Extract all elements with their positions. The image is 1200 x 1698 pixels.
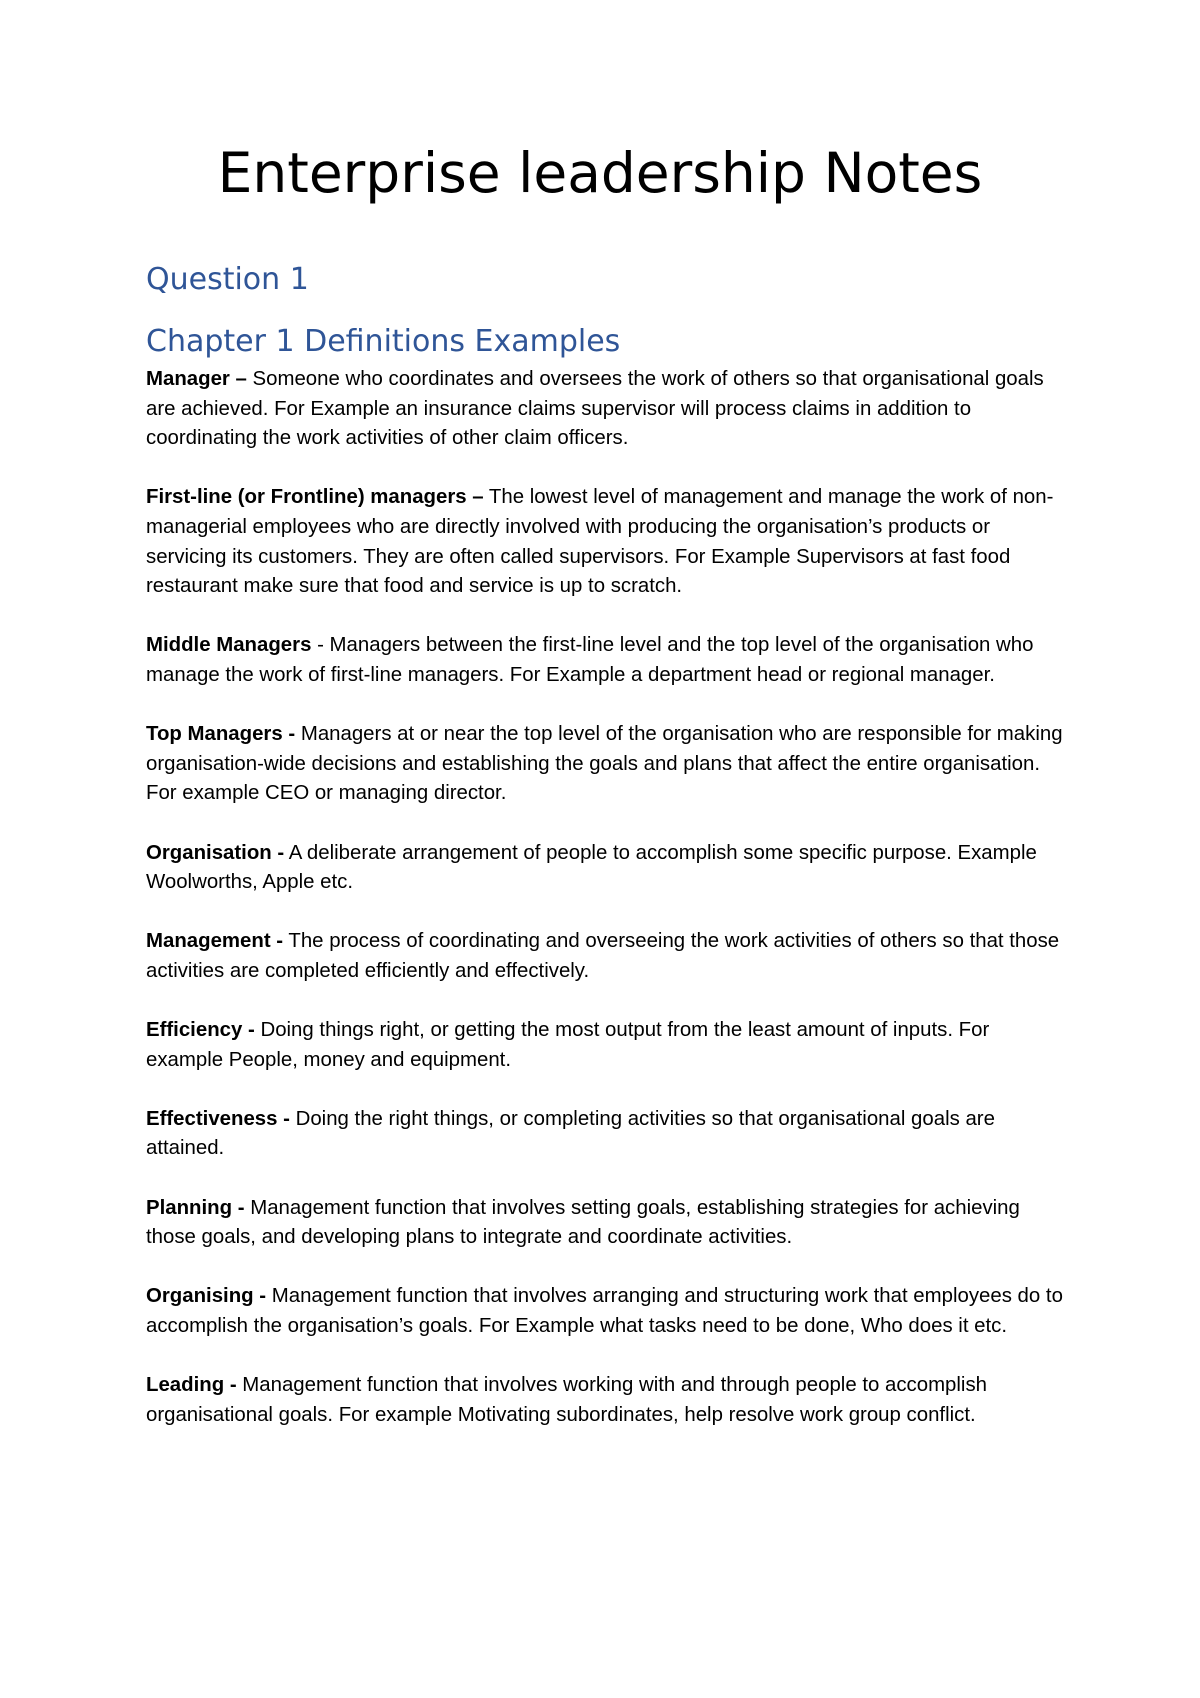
definition-item xyxy=(146,927,1066,986)
definition-term: Organisation - xyxy=(146,841,285,864)
definition-item xyxy=(146,1016,1066,1075)
definition-term: Manager – xyxy=(146,368,247,390)
definition-text: Doing the right things, or completing activities so that organisational goals are attained. xyxy=(146,1107,995,1160)
definition-text: Management function that involves setting goals, establishing strategies for achieving those goals, and developing plans to integrate and coordinate activities. xyxy=(146,1196,1020,1249)
definition-term: Efficiency - xyxy=(146,1019,255,1042)
definition-text: The lowest level of management and manage the work of non-managerial employees who are directly involved with producing the organisation’s products or servicing its customers. They are often called supervisors. For Example Supervisors at fast food restaurant make sure that food and service is up to scratch. xyxy=(146,486,1054,598)
definition-text: - Managers between the first-line level and the top level of the organisation who manage the work of first-line managers. For Example a department head or regional manager. xyxy=(146,634,1034,686)
definition-term: Leading - xyxy=(146,1374,237,1397)
definition-item xyxy=(146,483,1066,601)
definition-term: Organising - xyxy=(146,1285,267,1308)
definition-text: Doing things right, or getting the most output from the least amount of inputs. For example People, money and equipment. xyxy=(146,1019,990,1071)
page-title: Enterprise leadership Notes xyxy=(217,141,983,205)
definition-item xyxy=(146,720,1066,809)
definition-item xyxy=(146,365,1066,454)
definition-text: A deliberate arrangement of people to accomplish some specific purpose. Example Woolworths, Apple etc. xyxy=(146,841,1037,894)
definition-term: Middle Managers xyxy=(146,634,312,657)
definition-text: Management function that involves working with and through people to accomplish organisational goals. For example Motivating subordinates, help resolve work group conflict. xyxy=(146,1374,987,1426)
definition-text: Managers at or near the top level of the organisation who are responsible for making organisation-wide decisions and establishing the goals and plans that affect the entire organisation. For example CEO or managing director. xyxy=(146,723,1063,805)
definition-item xyxy=(146,1371,1066,1430)
definition-term: Planning - xyxy=(146,1196,245,1219)
definition-term: First-line (or Frontline) managers – xyxy=(146,486,484,509)
definition-term: Effectiveness - xyxy=(146,1107,290,1130)
chapter-heading: Chapter 1 Definitions Examples xyxy=(146,324,621,359)
definition-text: Management function that involves arranging and structuring work that employees do to accomplish the organisation’s goals. For Example what tasks need to be done, Who does it etc. xyxy=(146,1285,1063,1337)
definition-item xyxy=(146,1194,1066,1253)
definition-term: Top Managers - xyxy=(146,723,296,746)
definition-text: Someone who coordinates and oversees the work of others so that organisational goals are achieved. For Example an insurance claims supervisor will process claims in addition to coordinating the work activities of other claim officers. xyxy=(146,368,1044,450)
definition-item xyxy=(146,839,1066,898)
definitions-list xyxy=(146,365,1066,1460)
definition-term: Management - xyxy=(146,930,284,953)
definition-item xyxy=(146,1105,1066,1164)
definition-item xyxy=(146,631,1066,690)
question-heading: Question 1 xyxy=(146,262,309,297)
definition-text: The process of coordinating and overseeing the work activities of others so that those activities are completed efficiently and effectively. xyxy=(146,930,1060,982)
definition-item xyxy=(146,1282,1066,1341)
